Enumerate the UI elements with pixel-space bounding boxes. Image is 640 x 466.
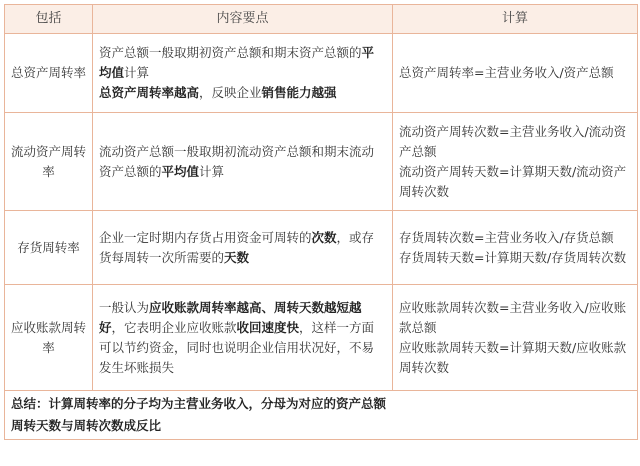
emphasis-text: 应收账款周转率越高、周转天数越短越好 bbox=[99, 299, 362, 335]
row-name-cell: 总资产周转率 bbox=[5, 34, 93, 113]
content-text: 资产总额一般取期初资产总额和期末资产总额的 bbox=[99, 45, 362, 60]
emphasis-text: 销售能力越强 bbox=[261, 85, 337, 100]
summary-cell bbox=[5, 391, 638, 440]
row-calc-cell bbox=[393, 285, 638, 391]
table-row bbox=[5, 113, 638, 211]
row-name-cell: 应收账款周转率 bbox=[5, 285, 93, 391]
content-text: ，反映企业 bbox=[199, 85, 262, 100]
emphasis-text: 次数 bbox=[311, 229, 337, 245]
turnover-ratio-table bbox=[4, 4, 638, 440]
formula-line: 存货周转次数=主营业务收入/存货总额 bbox=[399, 229, 614, 245]
row-calc-cell bbox=[393, 211, 638, 285]
table-row bbox=[5, 34, 638, 113]
content-text: ，这样一方面可以节约资金，同时也说明企业信用状况好，不易发生坏账损失 bbox=[99, 319, 375, 375]
summary-line: 总结：计算周转率的分子均为主营业务收入，分母为对应的资产总额 bbox=[11, 396, 387, 411]
content-paragraph bbox=[99, 43, 386, 83]
summary-line: 周转天数与周转次数成反比 bbox=[11, 418, 162, 433]
formula-line: 应收账款周转天数=计算期天数/应收账款周转次数 bbox=[399, 339, 627, 375]
table-row bbox=[5, 211, 638, 285]
content-paragraph bbox=[99, 228, 386, 268]
formula-line: 应收账款周转次数=主营业务收入/应收账款总额 bbox=[399, 299, 627, 335]
row-content-cell bbox=[93, 285, 393, 391]
header-key-points: 内容要点 bbox=[93, 5, 393, 34]
content-paragraph bbox=[99, 298, 386, 378]
content-text: ，它表明企业应收账款 bbox=[111, 319, 237, 335]
content-text: 计算 bbox=[199, 163, 225, 179]
content-text: 计算 bbox=[124, 65, 150, 80]
emphasis-text: 收回速度快 bbox=[236, 319, 300, 335]
row-content-cell bbox=[93, 34, 393, 113]
table-row bbox=[5, 285, 638, 391]
row-name-cell: 流动资产周转率 bbox=[5, 113, 93, 211]
content-text: 流动资产总额一般取期初流动资产总额和期末流动资产总额的 bbox=[99, 143, 375, 179]
row-calc-cell bbox=[393, 113, 638, 211]
summary-row bbox=[5, 391, 638, 440]
header-calculation: 计算 bbox=[393, 5, 638, 34]
formula-line: 存货周转天数=计算期天数/存货周转次数 bbox=[399, 249, 627, 265]
content-text: ，或存货每周转一次所需要的 bbox=[99, 229, 375, 265]
content-text: 一般认为 bbox=[99, 299, 150, 315]
formula-line: 流动资产周转次数=主营业务收入/流动资产总额 bbox=[399, 123, 627, 159]
content-paragraph bbox=[99, 142, 386, 182]
emphasis-text: 平均值 bbox=[99, 45, 375, 80]
formula-line: 总资产周转率=主营业务收入/资产总额 bbox=[399, 65, 614, 80]
content-paragraph bbox=[99, 83, 386, 103]
header-row bbox=[5, 5, 638, 34]
emphasis-text: 天数 bbox=[224, 249, 250, 265]
row-name-cell: 存货周转率 bbox=[5, 211, 93, 285]
row-calc-cell bbox=[393, 34, 638, 113]
row-content-cell bbox=[93, 113, 393, 211]
emphasis-text: 总资产周转率越高 bbox=[99, 85, 200, 100]
row-content-cell bbox=[93, 211, 393, 285]
header-category: 包括 bbox=[5, 5, 93, 34]
formula-line: 流动资产周转天数=计算期天数/流动资产周转次数 bbox=[399, 163, 627, 199]
emphasis-text: 平均值 bbox=[161, 163, 200, 179]
content-text: 企业一定时期内存货占用资金可周转的 bbox=[99, 229, 312, 245]
